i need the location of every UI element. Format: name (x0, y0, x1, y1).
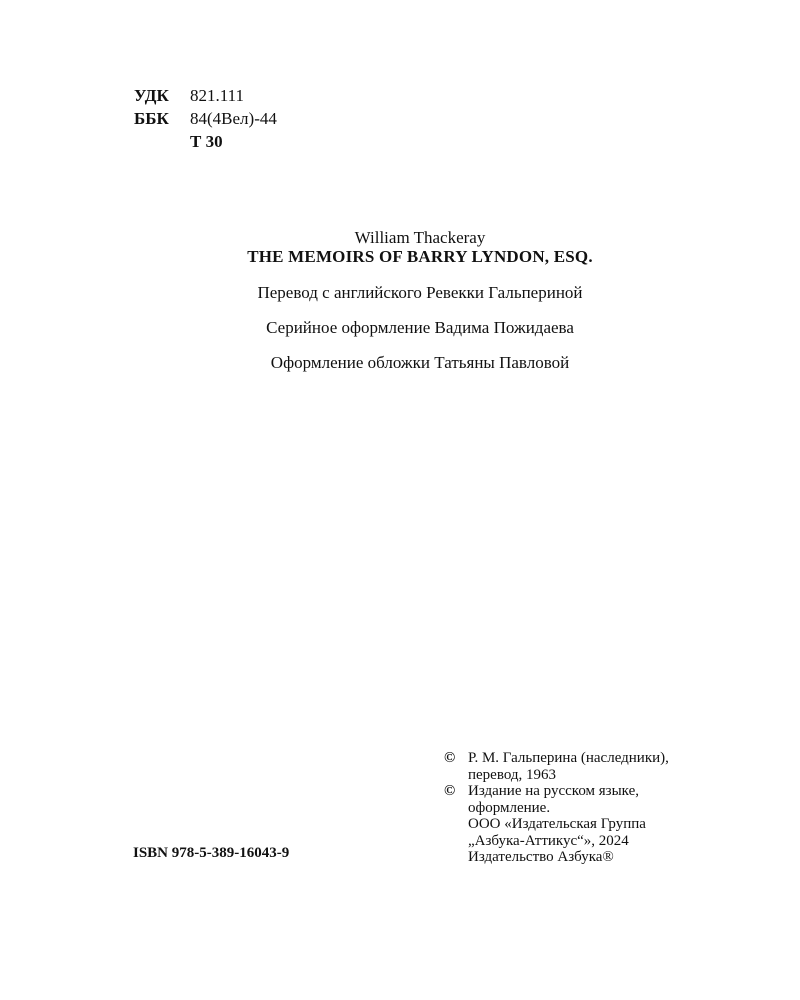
copyright-line: Р. М. Гальперина (наследники), (468, 750, 669, 766)
udk-label: УДК (134, 86, 169, 105)
copyright-entry (444, 750, 744, 783)
translation-credit: Перевод с английского Ревекки Гальпериной (257, 283, 583, 302)
copyright-text (468, 750, 744, 783)
copyright-line: Издательство Азбука® (468, 849, 614, 865)
cover-design-credit: Оформление обложки Татьяны Павловой (270, 353, 570, 372)
bbk-row (134, 107, 277, 130)
isbn: ISBN 978-5-389-16043-9 (133, 845, 290, 861)
copyright-line: перевод, 1963 (468, 766, 557, 783)
copyright-line: Издание на русском языке, (468, 783, 639, 799)
classification-block (134, 84, 277, 153)
copyright-sign: © (444, 783, 456, 799)
original-title: THE MEMOIRS OF BARRY LYNDON, ESQ. (247, 247, 593, 266)
copyright-line: „Азбука-Аттикус“», 2024 (468, 832, 629, 849)
bbk-value: 84(4Вел)-44 (190, 109, 277, 128)
author-mark: Т 30 (190, 132, 223, 151)
copyright-line: оформление. (468, 799, 551, 816)
credits-block (0, 228, 800, 372)
copyright-entry (444, 783, 744, 866)
udk-row (134, 84, 277, 107)
copyright-block (444, 750, 744, 866)
copyright-text (468, 783, 744, 866)
udk-value: 821.111 (190, 86, 244, 105)
series-design-credit: Серийное оформление Вадима Пожидаева (266, 318, 574, 337)
original-author: William Thackeray (354, 228, 486, 247)
copyright-sign: © (444, 750, 456, 766)
copyright-line: ООО «Издательская Группа (468, 816, 646, 832)
bbk-label: ББК (134, 109, 169, 128)
